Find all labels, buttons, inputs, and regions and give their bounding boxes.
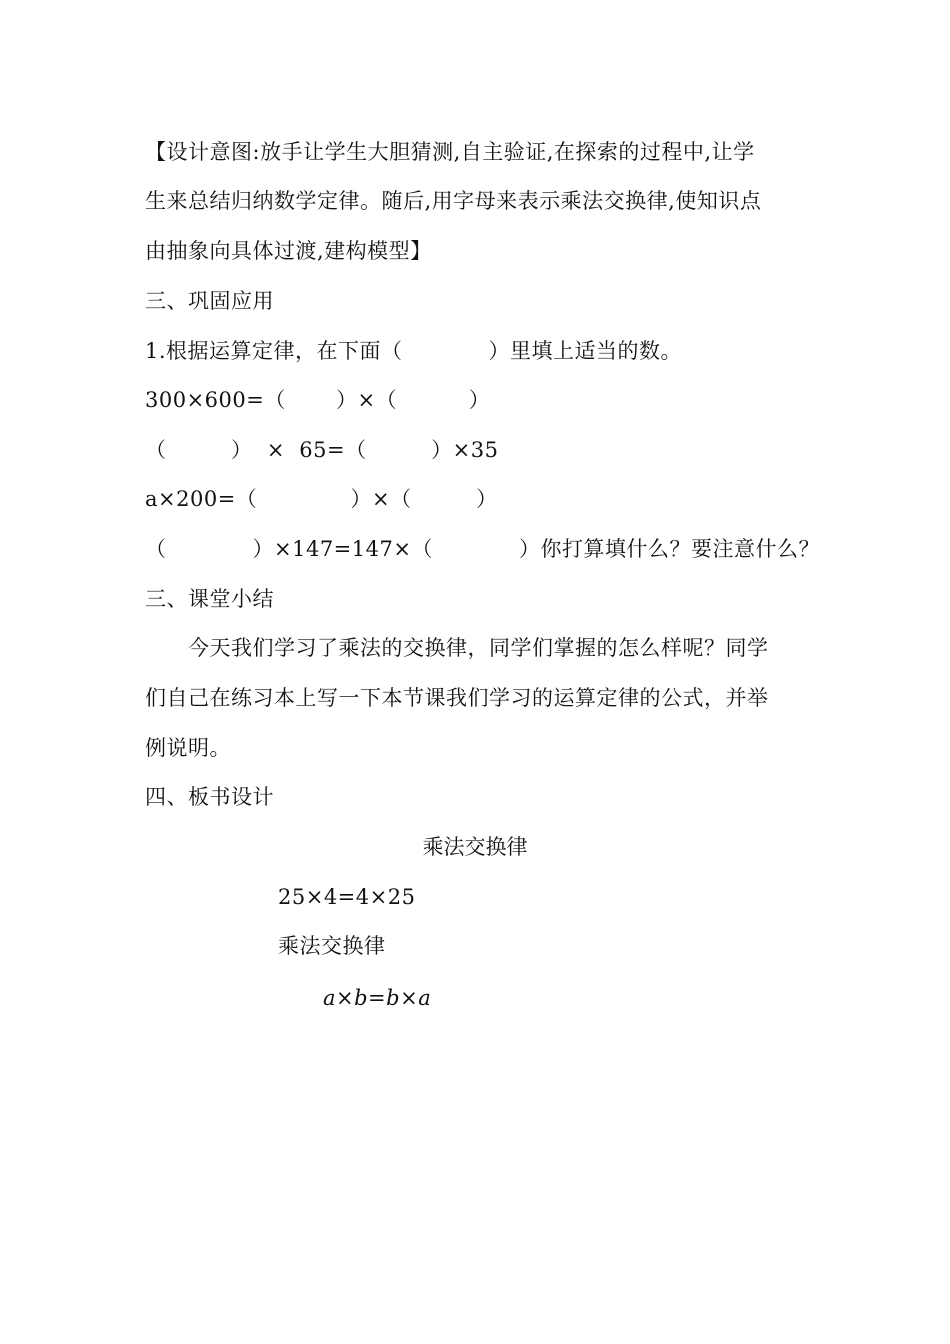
exercise-line-2: （ ） × 65=（ ）×35 (145, 438, 499, 462)
design-intent-line-3: 由抽象向具体过渡,建构模型】 (145, 239, 432, 263)
exercise-line-1: 300×600=（ ）×（ ） (145, 388, 491, 412)
design-intent-line-2: 生来总结归纳数学定律。随后,用字母来表示乘法交换律,使知识点 (145, 189, 762, 213)
section-consolidate-heading: 三、巩固应用 (145, 289, 274, 313)
design-intent-line-1: 【设计意图:放手让学生大胆猜测,自主验证,在探索的过程中,让学 (145, 140, 755, 164)
board-title: 乘法交换律 (422, 835, 528, 859)
summary-paragraph-line-3: 例说明。 (145, 736, 231, 760)
section-summary-heading: 三、课堂小结 (145, 587, 274, 611)
board-label: 乘法交换律 (278, 934, 386, 958)
exercise-line-4: （ ）×147=147×（ ）你打算填什么？要注意什么？ (145, 537, 820, 561)
exercise-line-3: a×200=（ ）×（ ） (145, 487, 498, 511)
board-formula: a×b=b×a (323, 986, 432, 1010)
section-board-heading: 四、板书设计 (145, 785, 274, 809)
summary-paragraph-line-1: 今天我们学习了乘法的交换律，同学们掌握的怎么样呢？同学 (145, 636, 769, 660)
exercise-instruction: 1.根据运算定律，在下面（ ）里填上适当的数。 (145, 339, 683, 363)
summary-paragraph-line-2: 们自己在练习本上写一下本节课我们学习的运算定律的公式，并举 (145, 686, 769, 710)
board-example: 25×4=4×25 (278, 885, 416, 909)
